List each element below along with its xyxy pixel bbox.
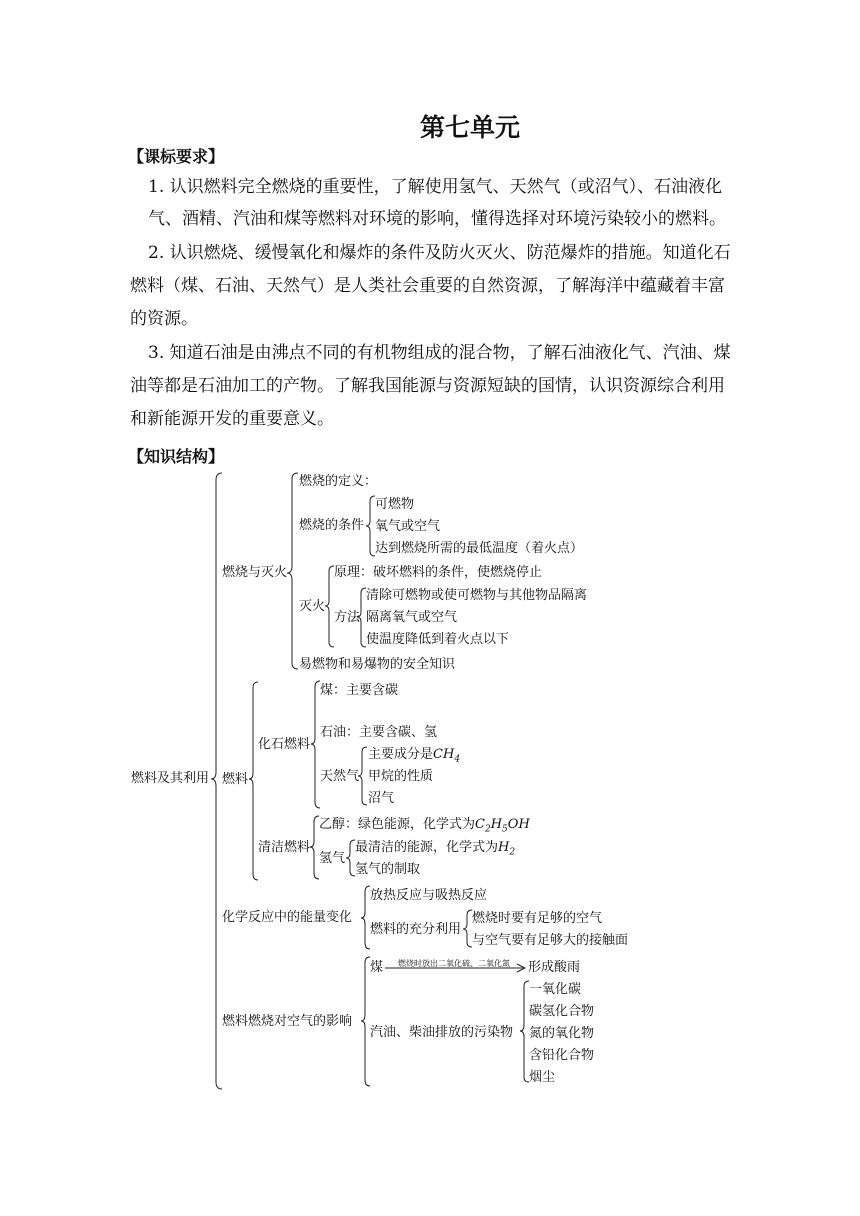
- brace-extinguish: [325, 566, 334, 647]
- brace-root: [211, 473, 222, 1089]
- brace-energy: [361, 886, 370, 949]
- full-use-1: 燃烧时要有足够的空气: [472, 911, 603, 926]
- brace-gas: [358, 747, 367, 805]
- requirement-2-line-3: 的资源。: [130, 309, 198, 329]
- arrow-label: 燃烧时放出二氧化硫、二氧化氮: [398, 959, 510, 968]
- gas-component: 主要成分是$CH_4$: [368, 747, 461, 765]
- node-methods: 方法: [334, 610, 361, 625]
- node-root: 燃料及其利用: [131, 771, 210, 786]
- method-1: 清除可燃物或使可燃物与其他物品隔离: [366, 588, 588, 603]
- node-combustion-definition: 燃烧的定义：: [299, 474, 378, 489]
- condition-1: 可燃物: [375, 497, 415, 512]
- node-combustion: 燃烧与灭火: [222, 565, 288, 580]
- brace-fossil: [311, 681, 320, 808]
- brace-hydrogen: [346, 840, 355, 876]
- node-full-use: 燃料的充分利用: [370, 922, 462, 937]
- node-safety: 易燃物和易爆物的安全知识: [299, 657, 456, 672]
- node-hydrogen: 氢气: [319, 851, 346, 866]
- brace-combustion: [287, 473, 298, 669]
- node-extinguish: 灭火: [299, 599, 326, 614]
- requirements-heading: 【课标要求】: [128, 147, 225, 166]
- extinguish-principle: 原理：破坏燃料的条件，使燃烧停止: [334, 565, 543, 580]
- air-acid-rain: 形成酸雨: [528, 960, 581, 975]
- node-natural-gas: 天然气: [320, 769, 360, 784]
- requirement-1-line-2: 气、酒精、汽油和煤等燃料对环境的影响，懂得选择对环境污染较小的燃料。: [148, 209, 726, 229]
- hydrogen-clean: 最清洁的能源，化学式为$H_2$: [355, 840, 516, 858]
- node-fossil: 化石燃料: [258, 737, 311, 752]
- structure-heading: 【知识结构】: [128, 447, 225, 466]
- requirement-3-line-1: 3. 知道石油是由沸点不同的有机物组成的混合物，了解石油液化气、汽油、煤: [148, 343, 731, 363]
- hydrogen-production: 氢气的制取: [355, 862, 421, 877]
- requirement-3-line-3: 和新能源开发的重要意义。: [130, 409, 334, 429]
- gas-biogas: 沼气: [368, 791, 395, 806]
- brace-clean: [310, 816, 319, 879]
- condition-3: 达到燃烧所需的最低温度（着火点）: [375, 541, 584, 556]
- brace-pollutants: [520, 981, 529, 1082]
- node-clean-fuel: 清洁燃料: [258, 840, 311, 855]
- brace-fuel: [249, 682, 258, 880]
- gas-methane: 甲烷的性质: [368, 769, 434, 784]
- node-exhaust: 汽油、柴油排放的污染物: [370, 1025, 514, 1040]
- full-use-2: 与空气要有足够大的接触面: [472, 933, 629, 948]
- air-coal: 煤: [370, 960, 384, 975]
- method-3: 使温度降低到着火点以下: [366, 632, 510, 647]
- pollutant-1: 一氧化碳: [529, 982, 582, 997]
- clean-ethanol: 乙醇：绿色能源，化学式为$C_2H_5OH$: [319, 817, 530, 835]
- pollutant-5: 烟尘: [529, 1070, 556, 1085]
- node-fuel: 燃料: [222, 772, 249, 787]
- pollutant-2: 碳氢化合物: [529, 1004, 595, 1019]
- requirement-1-line-1: 1. 认识燃料完全燃烧的重要性，了解使用氢气、天然气（或沼气）、石油液化: [148, 177, 723, 197]
- fossil-coal: 煤：主要含碳: [320, 683, 399, 698]
- brace-full-use: [463, 910, 472, 947]
- condition-2: 氧气或空气: [375, 519, 441, 534]
- brace-air: [361, 957, 370, 1086]
- node-air-impact: 燃料燃烧对空气的影响: [222, 1014, 353, 1029]
- method-2: 隔离氧气或空气: [366, 610, 458, 625]
- page-title: 第七单元: [419, 113, 520, 142]
- brace-conditions: [366, 496, 375, 556]
- energy-reaction: 放热反应与吸热反应: [370, 888, 488, 903]
- pollutant-4: 含铅化合物: [529, 1048, 595, 1063]
- fossil-oil: 石油：主要含碳、氢: [320, 725, 438, 740]
- requirement-2-line-2: 燃料（煤、石油、天然气）是人类社会重要的自然资源，了解海洋中蕴藏着丰富: [130, 276, 725, 296]
- node-energy: 化学反应中的能量变化: [222, 910, 353, 925]
- requirement-2-line-1: 2. 认识燃烧、缓慢氧化和爆炸的条件及防火灭火、防范爆炸的措施。知道化石: [148, 243, 731, 263]
- requirement-3-line-2: 油等都是石油加工的产物。了解我国能源与资源短缺的国情，认识资源综合利用: [130, 376, 725, 396]
- pollutant-3: 氮的氧化物: [529, 1026, 595, 1041]
- node-conditions: 燃烧的条件: [299, 518, 365, 533]
